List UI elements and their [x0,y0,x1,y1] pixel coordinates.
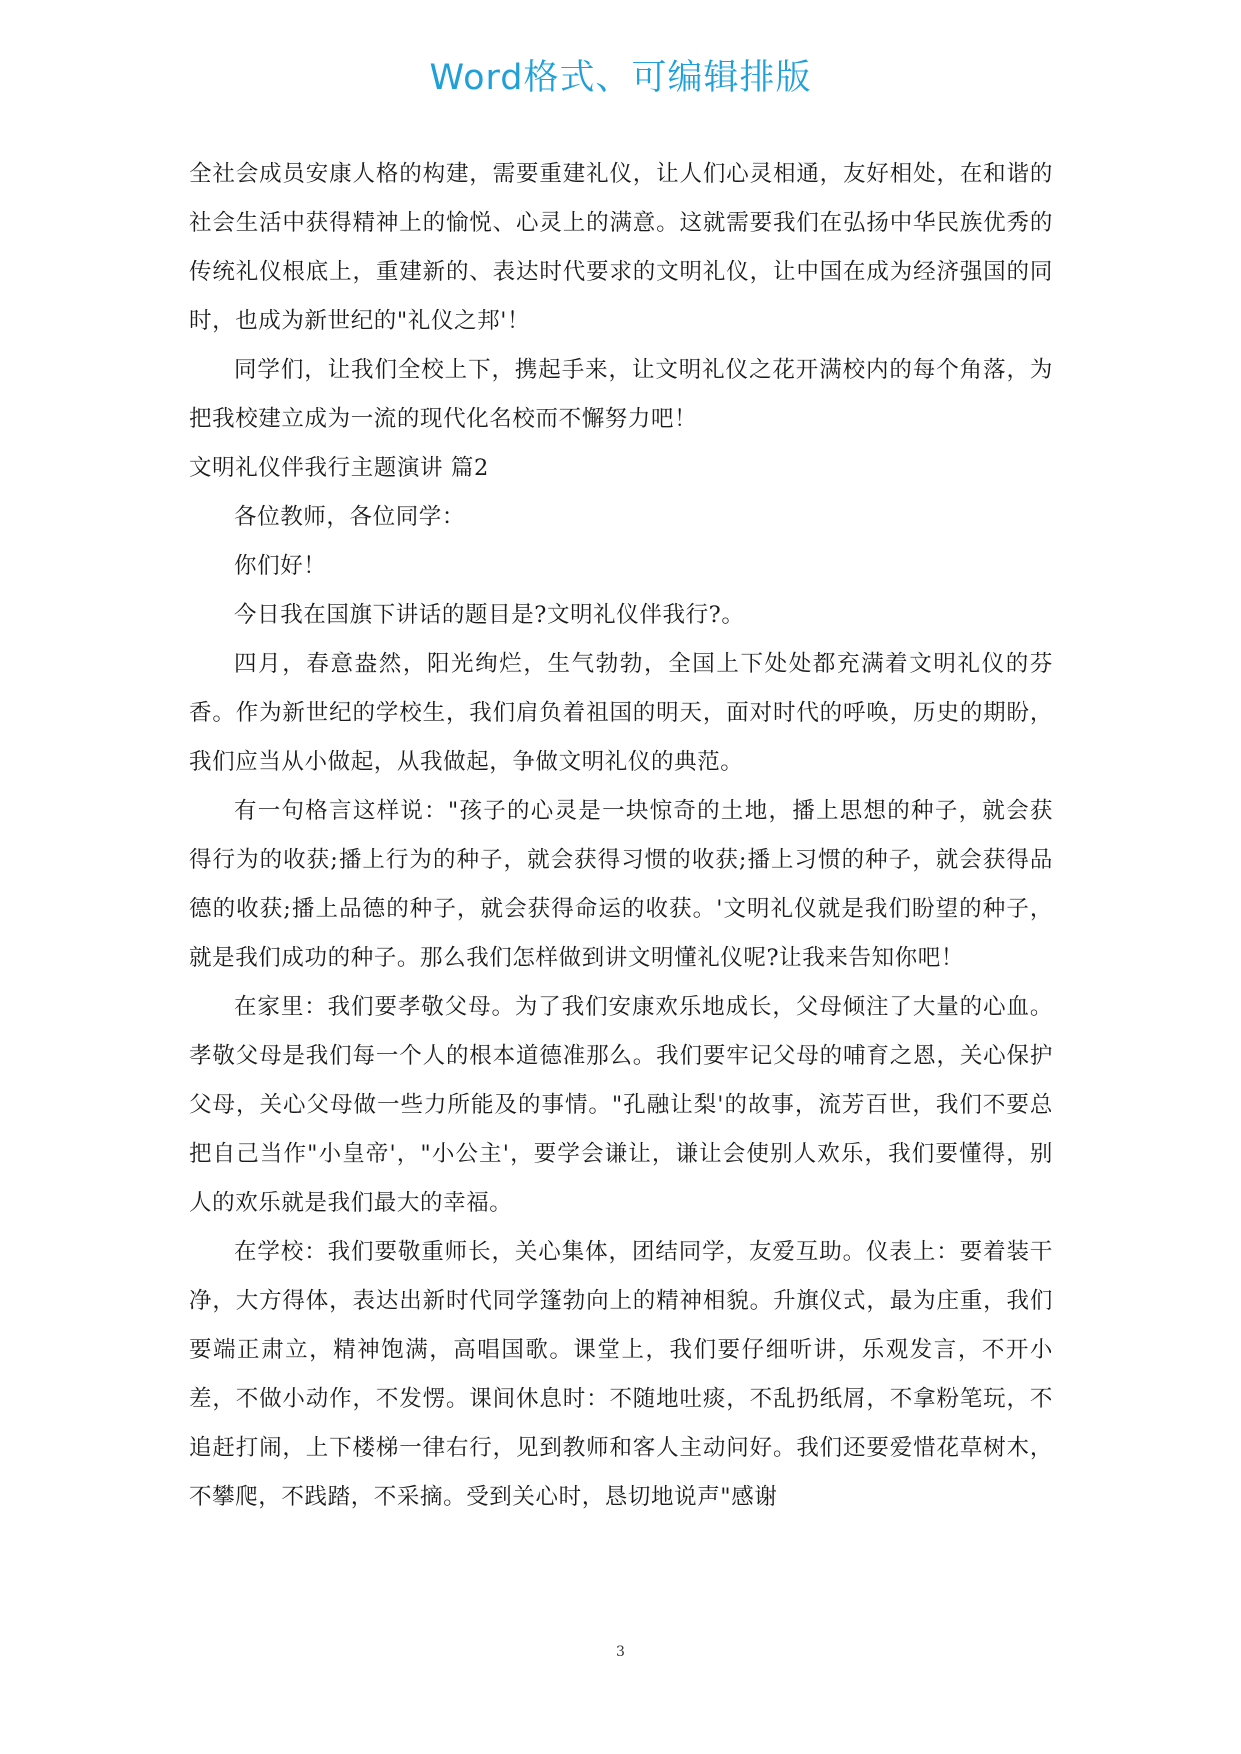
paragraph: 四月，春意盎然，阳光绚烂，生气勃勃，全国上下处处都充满着文明礼仪的芬香。作为新世纪的学校生，我们肩负着祖国的明天，面对时代的呼唤，历史的期盼，我们应当从小做起，从我做起，争做文明礼仪的典范。 [189,651,1053,775]
paragraph: 今日我在国旗下讲话的题目是?文明礼仪伴我行?。 [234,602,745,628]
document-body [189,150,1053,1522]
paragraph: 全社会成员安康人格的构建，需要重建礼仪，让人们心灵相通，友好相处，在和谐的社会生活中获得精神上的愉悦、心灵上的满意。这就需要我们在弘扬中华民族优秀的传统礼仪根底上，重建新的、表达时代要求的文明礼仪，让中国在成为经济强国的同时，也成为新世纪的"礼仪之邦'！ [189,161,1053,334]
page-number: 3 [616,1644,625,1660]
paragraph: 同学们，让我们全校上下，携起手来，让文明礼仪之花开满校内的每个角落，为把我校建立成为一流的现代化名校而不懈努力吧！ [189,357,1053,432]
paragraph: 在家里：我们要孝敬父母。为了我们安康欢乐地成长，父母倾注了大量的心血。孝敬父母是我们每一个人的根本道德准那么。我们要牢记父母的哺育之恩，关心保护父母，关心父母做一些力所能及的事情。"孔融让梨'的故事，流芳百世，我们不要总把自己当作"小皇帝'，"小公主'，要学会谦让，谦让会使别人欢乐，我们要懂得，别人的欢乐就是我们最大的幸福。 [189,994,1053,1216]
section-heading: 文明礼仪伴我行主题演讲 篇2 [189,455,489,481]
paragraph: 你们好！ [234,553,327,579]
paragraph: 在学校：我们要敬重师长，关心集体，团结同学，友爱互助。仪表上：要着装干净，大方得体，表达出新时代同学篷勃向上的精神相貌。升旗仪式，最为庄重，我们要端正肃立，精神饱满，高唱国歌。课堂上，我们要仔细听讲，乐观发言，不开小差，不做小动作，不发愣。课间休息时：不随地吐痰，不乱扔纸屑，不拿粉笔玩，不追赶打闹，上下楼梯一律右行，见到教师和客人主动问好。我们还要爱惜花草树木，不攀爬，不践踏，不采摘。受到关心时，恳切地说声"感谢 [189,1239,1053,1510]
document-header-title: Word格式、可编辑排版 [429,58,812,98]
paragraph: 各位教师，各位同学： [234,504,466,530]
paragraph: 有一句格言这样说："孩子的心灵是一块惊奇的土地，播上思想的种子，就会获得行为的收获;播上行为的种子，就会获得习惯的收获;播上习惯的种子，就会获得品德的收获;播上品德的种子，就会获得命运的收获。'文明礼仪就是我们盼望的种子，就是我们成功的种子。那么我们怎样做到讲文明懂礼仪呢?让我来告知你吧！ [189,798,1053,971]
